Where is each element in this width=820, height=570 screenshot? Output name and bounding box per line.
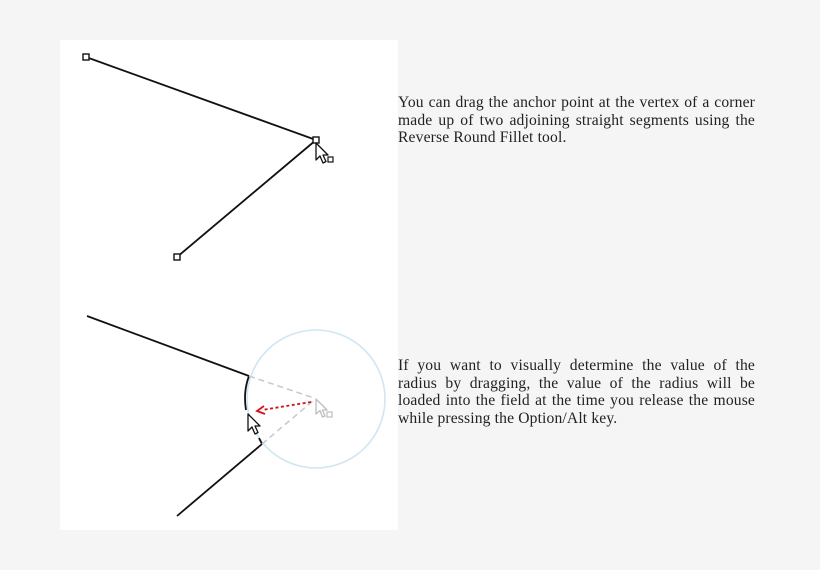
arrow-cursor-icon: [248, 414, 260, 434]
upper-segment: [87, 316, 249, 376]
ghost-cursor-icon: [316, 399, 332, 417]
lower-segment: [177, 444, 262, 516]
drag-arrowhead-icon: [257, 406, 265, 414]
fillet-drag-figure: [87, 316, 385, 516]
anchor-point-end: [174, 254, 180, 260]
anchor-point-start: [83, 54, 89, 60]
illustration-canvas: [60, 40, 398, 530]
upper-segment: [86, 57, 316, 140]
lower-segment: [177, 140, 316, 257]
caption-radius-value: If you want to visually determine the value of the radius by dragging, the value of the radius will be loaded into the field at the time you release the mouse while pressing the Option/Alt key.: [398, 357, 755, 427]
illustration-panel: [60, 40, 398, 530]
guide-line-upper: [249, 376, 314, 398]
straight-corner-figure: [83, 54, 333, 260]
caption-drag-anchor: You can drag the anchor point at the vertex of a corner made up of two adjoining straight segments using the Reverse Round Fillet tool.: [398, 94, 755, 146]
anchor-point-vertex: [313, 137, 319, 143]
cursor-badge-square-icon: [328, 157, 333, 162]
arrow-cursor-icon: [316, 143, 333, 163]
